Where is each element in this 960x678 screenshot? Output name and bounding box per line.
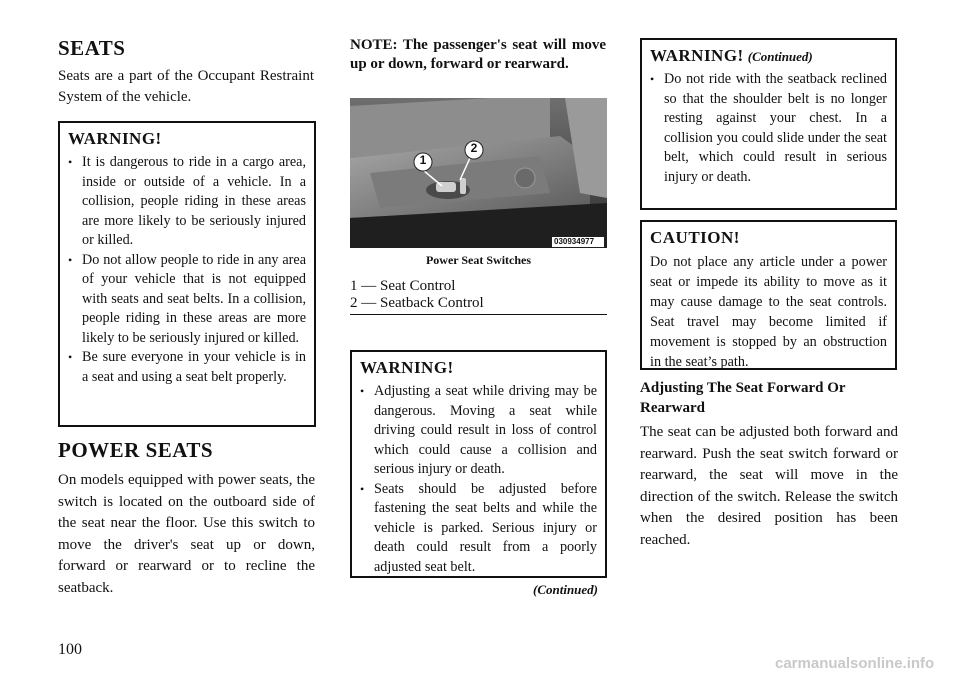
power-seats-text: On models equipped with power seats, the switch is located on the outboard side of the seat near the floor. Use this switch to move the driver's seat up or down, forward or rearward or to recline the seatback. (58, 472, 315, 596)
warning-title: WARNING! (68, 129, 162, 148)
warning-title-continued: WARNING! (Continued) (650, 46, 813, 65)
note-passenger-seat: NOTE: The passenger's seat will move up or down, forward or rearward. (350, 37, 606, 72)
warning-box-continued (640, 38, 897, 210)
figure-legend (350, 278, 607, 312)
section-title-seats: SEATS (58, 36, 126, 60)
caution-title: CAUTION! (650, 228, 740, 247)
adjust-seat-text: The seat can be adjusted both forward and rearward. Push the seat switch forward or rearward, the seat will move in the direction of the switch. Release the switch when the desired position has been reached. (640, 424, 898, 548)
section-title-power-seats: POWER SEATS (58, 438, 214, 462)
page-number: 100 (58, 641, 82, 658)
seats-intro: Seats are a part of the Occupant Restraint System of the vehicle. (58, 68, 314, 105)
warning-item: • Be sure everyone in your vehicle is in a seat and using a seat belt properly. (68, 348, 306, 387)
warning-item: • Do not allow people to ride in any area of your vehicle that is not equipped with seats and seat belts. In a collision, people riding in these areas are more likely to be seriously injured or killed. (68, 251, 306, 349)
continued-tag: (Continued) (747, 49, 813, 64)
caution-text: Do not place any article under a power seat or impede its ability to move as it may cause damage to the seat controls. Seat travel may become limited if movement is stopped by an obstruction in the seat’s path. (650, 254, 887, 370)
warning-box-adjusting (350, 350, 607, 578)
warning-title: WARNING! (360, 358, 454, 377)
continued-label: (Continued) (532, 582, 598, 597)
legend-item-1: 1 — Seat Control (350, 278, 456, 294)
subheading-adjust-seat: Adjusting The Seat Forward Or Rearward (640, 380, 846, 416)
legend-divider (350, 314, 607, 315)
callout-1: 1 (419, 153, 427, 167)
warning-box-seats (58, 121, 316, 427)
watermark: carmanualsonline.info (775, 655, 935, 672)
warning-item: • Seats should be adjusted before fastening the seat belts and while the vehicle is parked. Serious injury or death could result from a poorly adjusted seat belt. (360, 480, 597, 578)
warning-item: • Do not ride with the seatback reclined so that the shoulder belt is no longer resting against your chest. In a collision you could slide under the seat belt, which could result in serious injury or death. (650, 70, 887, 187)
figure-caption: Power Seat Switches (425, 253, 532, 267)
power-seat-switches-image (350, 98, 607, 248)
caution-box (640, 220, 897, 370)
legend-item-2: 2 — Seatback Control (350, 295, 484, 311)
image-code: 030934977 (554, 237, 595, 246)
callout-2: 2 (470, 141, 478, 155)
warning-item: • It is dangerous to ride in a cargo area, inside or outside of a vehicle. In a collision, people riding in these areas are more likely to be seriously injured or killed. (68, 153, 306, 251)
warning-item: • Adjusting a seat while driving may be dangerous. Moving a seat while driving could result in loss of control which could cause a collision and serious injury or death. (360, 382, 597, 480)
seat-illustration (350, 98, 607, 248)
